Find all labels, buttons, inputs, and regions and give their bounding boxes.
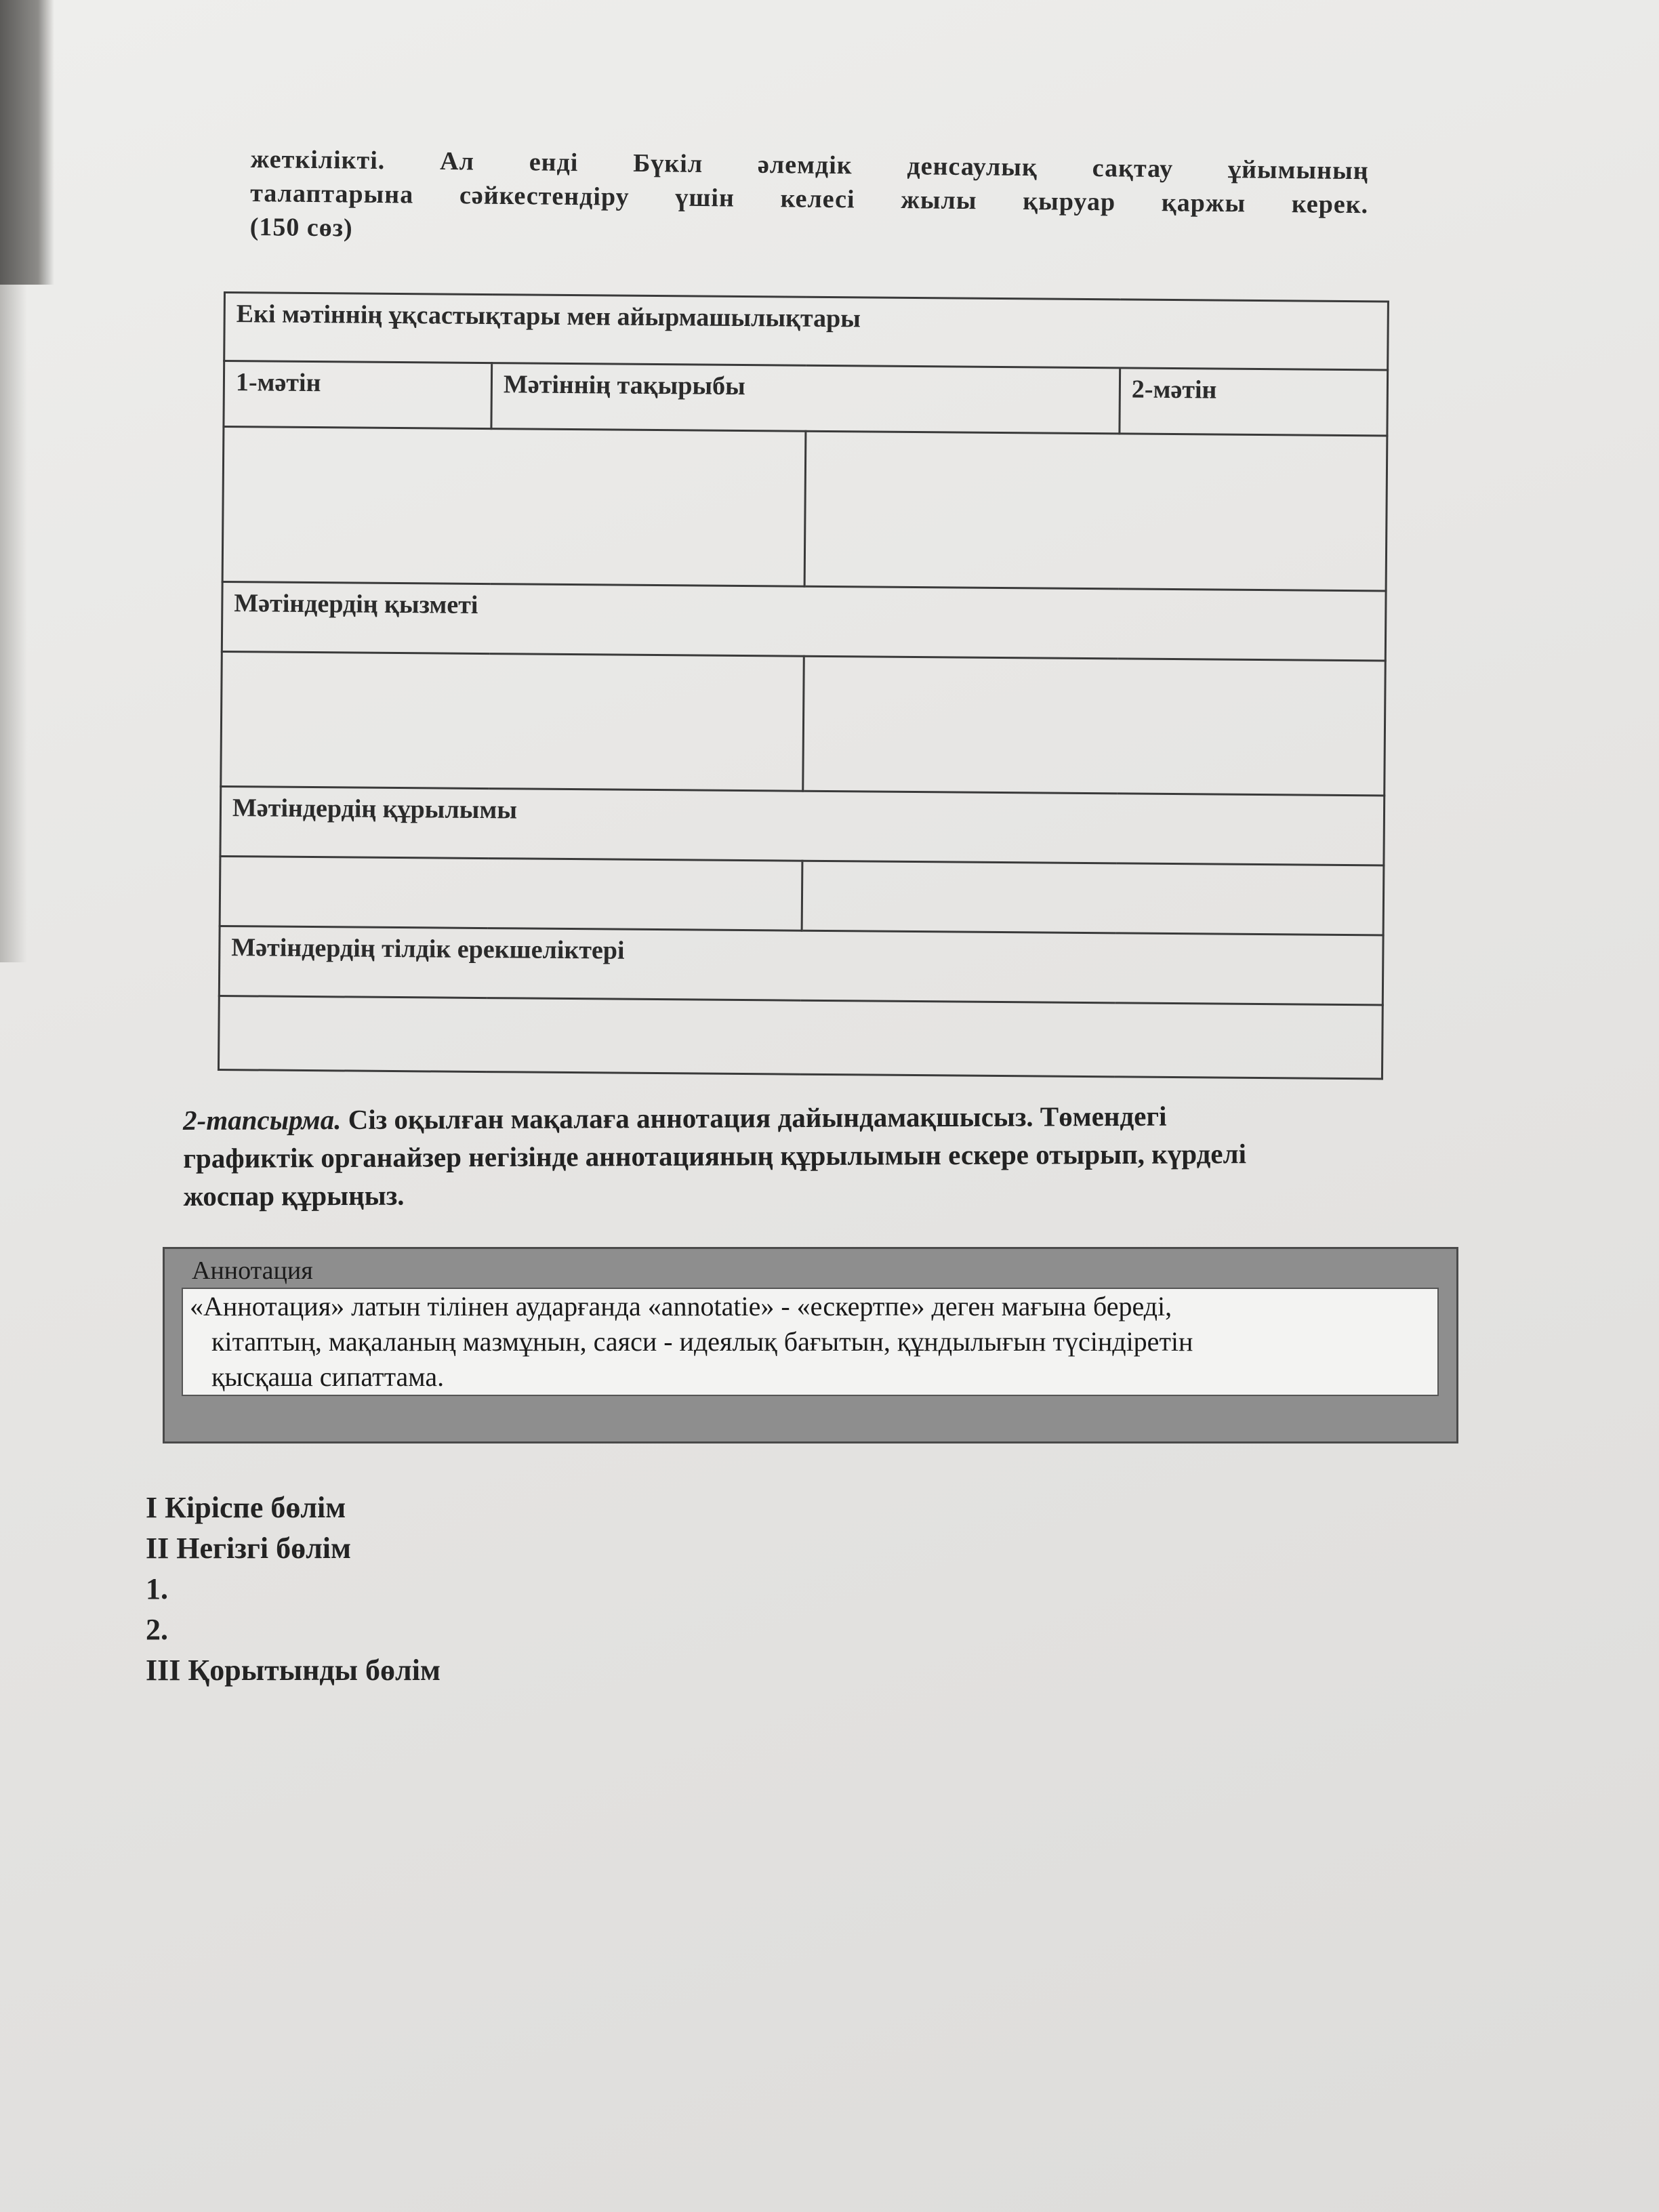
task-label: 2-тапсырма.: [183, 1103, 342, 1136]
annotation-box: [163, 1247, 1458, 1443]
background-shadow: [0, 0, 54, 285]
comparison-table: [218, 291, 1389, 1080]
blank-cell: [221, 651, 804, 791]
table-title: Екі мәтіннің ұқсастықтары мен айырмашылықтары: [224, 293, 1389, 370]
annotation-line: кітаптың, мақаланың мазмұнын, саяси - идеялық бағытын, құндылығын түсіндіретін: [211, 1326, 1193, 1357]
header-topic: Мәтіннің тақырыбы: [491, 363, 1120, 434]
section-function: Мәтіндердің қызметі: [222, 581, 1386, 660]
outline-intro: I Кіріспе бөлім: [146, 1491, 346, 1524]
annotation-line: «Аннотация» латын тілінен аударғанда «annotatie» - «ескертпе» деген мағына береді,: [190, 1291, 1172, 1322]
task-text: графиктік органайзер негізінде аннотацияның құрылымын ескере отырып, күрделі: [183, 1138, 1247, 1174]
outline-conclusion: III Қорытынды бөлім: [146, 1654, 441, 1687]
header-text-1: 1-мәтін: [224, 361, 492, 429]
word-count: (150 сөз): [249, 212, 353, 243]
task-text: Сіз оқылған мақалаға аннотация дайындамақшысыз. Төмендегі: [341, 1100, 1167, 1135]
task-instructions: [183, 1096, 1404, 1215]
intro-paragraph: [249, 142, 1368, 255]
outline-item: 2.: [146, 1613, 168, 1646]
annotation-title: Аннотация: [192, 1256, 313, 1285]
blank-cell: [802, 861, 1384, 935]
section-language: Мәтіндердің тілдік ерекшеліктері: [219, 926, 1383, 1004]
outline-main: II Негізгі бөлім: [146, 1532, 351, 1565]
blank-cell: [804, 431, 1387, 591]
blank-cell: [222, 427, 805, 587]
annotation-line: қысқаша сипаттама.: [211, 1361, 445, 1392]
task-text: жоспар құрыңыз.: [183, 1179, 405, 1212]
blank-cell: [218, 996, 1382, 1078]
page-edge-shadow: [0, 285, 27, 962]
blank-cell: [220, 856, 802, 930]
plan-outline: [146, 1488, 441, 1691]
intro-line: талаптарына сәйкестендіру үшін келесі жылы қыруар қаржы керек.: [249, 178, 1369, 220]
blank-cell: [802, 656, 1385, 796]
annotation-definition: [182, 1288, 1439, 1396]
section-structure: Мәтіндердің құрылымы: [220, 786, 1385, 865]
outline-item: 1.: [146, 1572, 168, 1605]
header-text-2: 2-мәтін: [1120, 368, 1388, 436]
intro-line: жеткілікті. Ал енді Бүкіл әлемдік денсаулық сақтау ұйымының: [250, 144, 1369, 186]
